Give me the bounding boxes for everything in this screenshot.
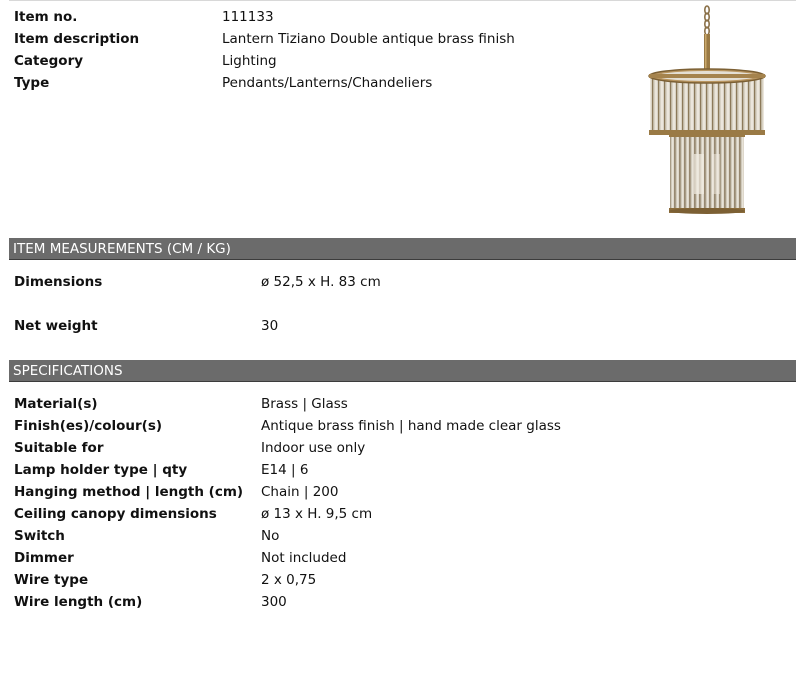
spec-row-material: [0, 393, 796, 415]
spec-value: Brass | Glass: [261, 396, 348, 412]
spec-value: 300: [261, 594, 287, 610]
chain: [705, 6, 709, 35]
category-value: Lighting: [222, 53, 277, 69]
type-label: Type: [14, 75, 50, 91]
spec-row-wire-length: [0, 591, 796, 613]
item-no-value: 111133: [222, 9, 274, 25]
dimensions-value: ø 52,5 x H. 83 cm: [261, 274, 381, 290]
category-label: Category: [14, 53, 84, 69]
spec-value: Indoor use only: [261, 440, 366, 456]
type-value: Pendants/Lanterns/Chandeliers: [222, 75, 433, 91]
spec-label: Suitable for: [14, 440, 104, 456]
section-header-measurements: [9, 238, 796, 260]
dimensions-row: [0, 271, 796, 293]
spec-row-finish: [0, 415, 796, 437]
item-no-label: Item no.: [14, 9, 78, 25]
net-weight-label: Net weight: [14, 318, 98, 334]
spec-label: Lamp holder type | qty: [14, 462, 188, 478]
spec-value: ø 13 x H. 9,5 cm: [261, 506, 373, 522]
section-header-specifications: [9, 360, 796, 382]
spec-row-ceiling-canopy: [0, 503, 796, 525]
product-image-lantern: [636, 4, 778, 218]
top-rule: [9, 0, 796, 1]
spec-row-hanging-method: [0, 481, 796, 503]
spec-value: Chain | 200: [261, 484, 339, 500]
spec-row-lamp-holder: [0, 459, 796, 481]
spec-label: Wire length (cm): [14, 594, 143, 610]
item-description-value: Lantern Tiziano Double antique brass finish: [222, 31, 515, 47]
section-header-specifications-label: SPECIFICATIONS: [13, 363, 123, 379]
spec-row-dimmer: [0, 547, 796, 569]
spec-label: Ceiling canopy dimensions: [14, 506, 217, 522]
spec-label: Dimmer: [14, 550, 74, 566]
spec-label: Material(s): [14, 396, 98, 412]
spec-value: No: [261, 528, 280, 544]
net-weight-value: 30: [261, 318, 279, 334]
spec-label: Switch: [14, 528, 65, 544]
spec-row-suitable-for: [0, 437, 796, 459]
dimensions-label: Dimensions: [14, 274, 103, 290]
spec-value: E14 | 6: [261, 462, 309, 478]
spec-value: Antique brass finish | hand made clear glass: [261, 418, 561, 434]
spec-label: Wire type: [14, 572, 89, 588]
section-header-measurements-label: ITEM MEASUREMENTS (CM / KG): [13, 241, 231, 257]
spec-row-switch: [0, 525, 796, 547]
item-description-label: Item description: [14, 31, 140, 47]
net-weight-row: [0, 315, 796, 337]
spec-label: Hanging method | length (cm): [14, 484, 244, 500]
spec-value: Not included: [261, 550, 347, 566]
spec-value: 2 x 0,75: [261, 572, 317, 588]
spec-label: Finish(es)/colour(s): [14, 418, 163, 434]
spec-row-wire-type: [0, 569, 796, 591]
